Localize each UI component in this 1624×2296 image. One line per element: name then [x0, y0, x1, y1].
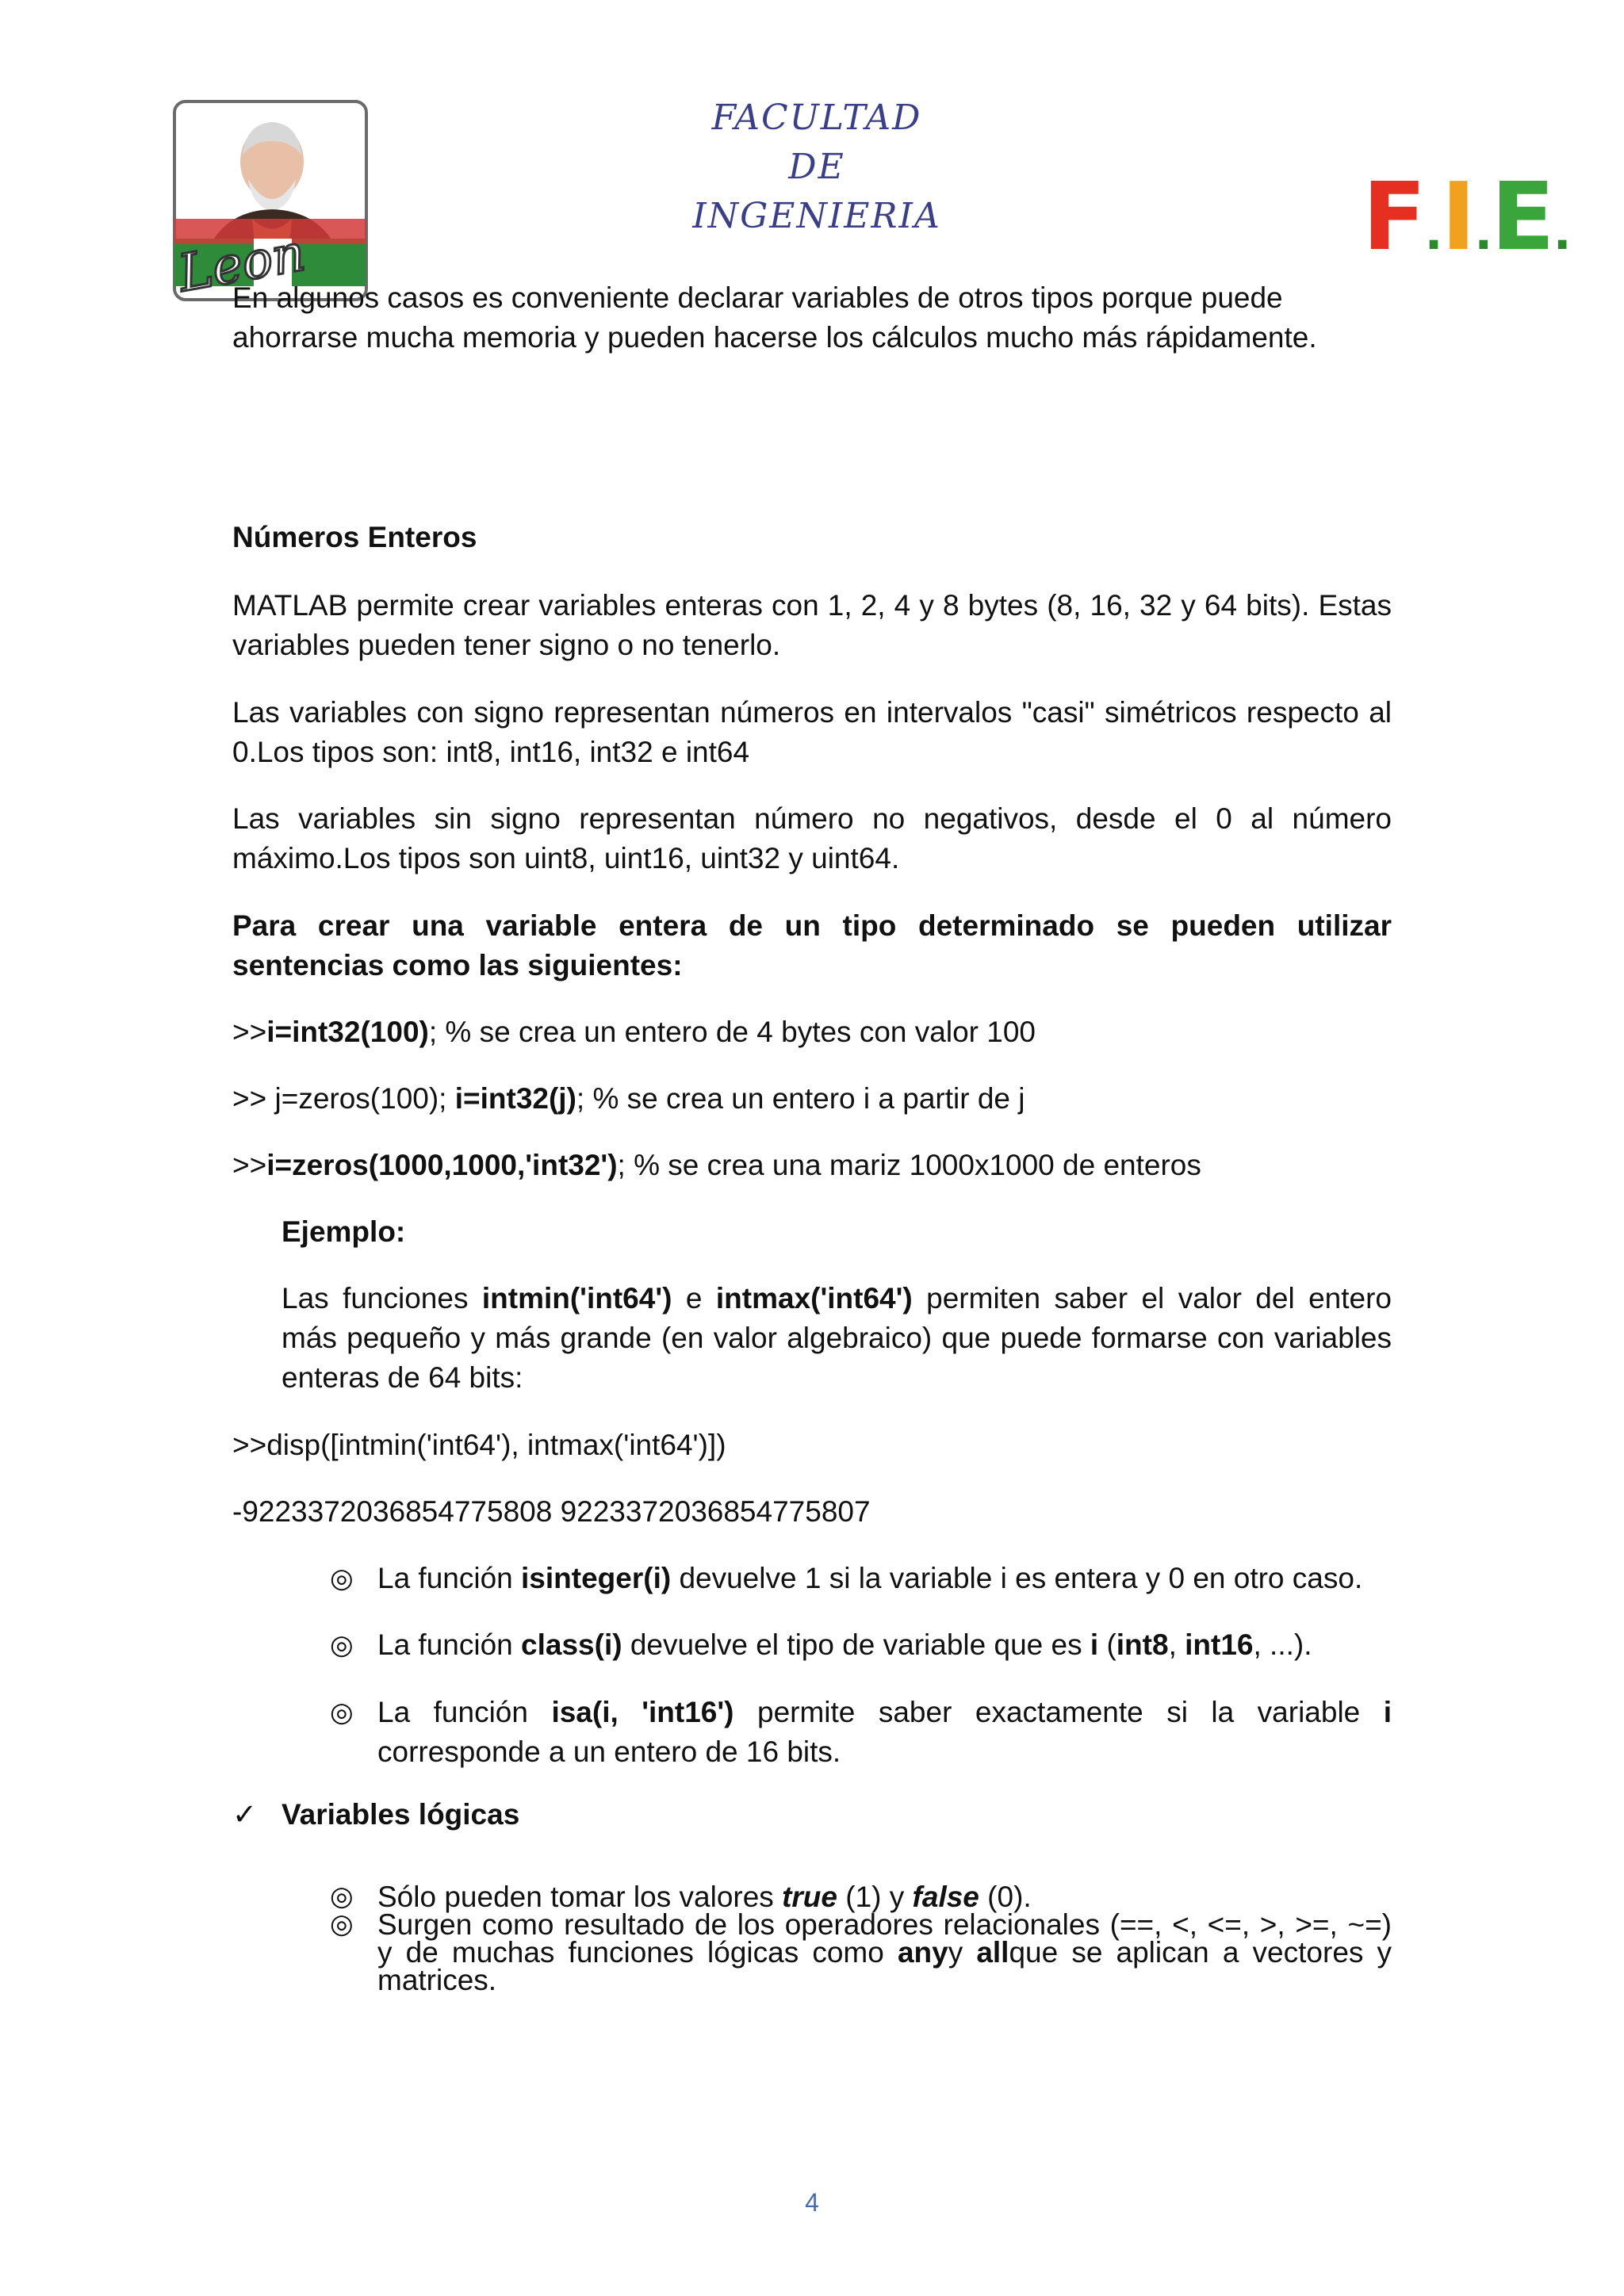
- logical-bullet-1: [377, 1883, 1392, 1911]
- check-icon: ✓: [232, 1798, 258, 1831]
- example-paragraph: [282, 1279, 1392, 1398]
- paragraph-1: MATLAB permite crear variables enteras con 1, 2, 4 y 8 bytes (8, 16, 32 y 64 bits). Estas variables pueden tener signo o no tenerlo.: [232, 589, 1392, 661]
- bullet-3-a: La función: [377, 1696, 552, 1728]
- logical-b2-b: y: [948, 1936, 977, 1969]
- bullet-text-2: [377, 1625, 1392, 1665]
- bullet-2-i: , ...).: [1253, 1628, 1312, 1661]
- list-item: [330, 1908, 1392, 1998]
- code-line-3-prefix: >>: [232, 1149, 267, 1181]
- logical-title: Variables lógicas: [282, 1798, 520, 1831]
- example-text-3: permiten saber el valor del entero más pequeño y más grande (en valor algebraico) que puede formarse con variables enteras de 64 bits:: [282, 1282, 1392, 1394]
- header-title-line-1: FACULTAD: [711, 98, 922, 138]
- code-line-1-prefix: >>: [232, 1016, 267, 1048]
- paragraph-3: Las variables sin signo representan número no negativos, desde el 0 al número máximo.Los tipos son uint8, uint16, uint32 y uint64.: [232, 802, 1392, 874]
- bullet-icon: ◎: [330, 1881, 354, 1911]
- logical-b1-b: (1) y: [837, 1881, 913, 1913]
- example-text-1: Las funciones: [282, 1282, 482, 1314]
- paragraph-4: Para crear una variable entera de un tipo determinado se pueden utilizar sentencias como las siguientes:: [232, 909, 1392, 982]
- code-line-2-statement: i=int32(j): [454, 1082, 576, 1115]
- bullet-3-e: corresponde a un entero de 16 bits.: [377, 1735, 841, 1768]
- bullet-2-d: i: [1090, 1628, 1099, 1661]
- bullet-1-c: devuelve 1 si la variable i es entera y 0 en otro caso.: [671, 1562, 1363, 1594]
- list-item: [330, 1559, 1392, 1598]
- paragraph-2: Las variables con signo representan números en intervalos "casi" simétricos respecto al 0.Los tipos son: int8, int16, int32 e int64: [232, 696, 1392, 768]
- logo-script-text: Leon: [174, 224, 310, 304]
- header-title: [634, 94, 999, 241]
- bullet-1-b: isinteger(i): [521, 1562, 672, 1594]
- section-title: Números Enteros: [232, 521, 477, 553]
- bullet-2-b: class(i): [521, 1628, 622, 1661]
- example-intmax: intmax('int64'): [715, 1282, 913, 1314]
- bullet-2-a: La función: [377, 1628, 522, 1661]
- logical-b2-a: Surgen como resultado de los operadores relacionales (==, <, <=, >, >=, ~=) y de muchas funciones lógicas como: [377, 1908, 1392, 1969]
- page-number: 4: [805, 2188, 819, 2217]
- example-text-2: e: [672, 1282, 716, 1314]
- bullet-1-a: La función: [377, 1562, 522, 1594]
- code-line-1-comment: ; % se crea un entero de 4 bytes con valor 100: [428, 1016, 1036, 1048]
- code-line-3-statement: i=zeros(1000,1000,'int32'): [266, 1149, 618, 1181]
- code-line-1-statement: i=int32(100): [266, 1016, 429, 1048]
- bullet-2-f: int8: [1116, 1628, 1169, 1661]
- logical-b1-c: (0).: [979, 1881, 1032, 1913]
- bullet-2-c: devuelve el tipo de variable que es: [622, 1628, 1090, 1661]
- logical-false: false: [912, 1881, 979, 1913]
- logical-bullet-2: [377, 1908, 1392, 1996]
- logical-b2-c: que se aplican a vectores y matrices.: [377, 1936, 1392, 1996]
- header-title-line-2: DE: [788, 147, 845, 187]
- list-item: [330, 1625, 1392, 1665]
- bullet-2-e: (: [1098, 1628, 1116, 1661]
- bullet-icon: ◎: [330, 1697, 354, 1728]
- bullet-3-d: i: [1383, 1696, 1392, 1728]
- list-item: [330, 1693, 1392, 1772]
- bullet-3-c: permite saber exactamente si la variable: [733, 1696, 1384, 1728]
- bullet-2-h: int16: [1185, 1628, 1254, 1661]
- code-line-3-comment: ; % se crea una mariz 1000x1000 de enteros: [617, 1149, 1201, 1181]
- intro-line-2: ahorrarse mucha memoria y pueden hacerse los cálculos mucho más rápidamente.: [232, 321, 1317, 354]
- disp-output: -9223372036854775808 9223372036854775807: [232, 1495, 871, 1528]
- bullet-icon: ◎: [330, 1563, 354, 1594]
- bullet-text-3: [377, 1693, 1392, 1772]
- bullet-icon: ◎: [330, 1630, 354, 1660]
- logical-b1-a: Sólo pueden tomar los valores: [377, 1881, 783, 1913]
- fie-logo-e: E: [1491, 162, 1553, 271]
- fie-logo: F.I.E.: [1362, 162, 1570, 271]
- fie-logo-i: I: [1441, 162, 1475, 271]
- bullet-text-1: [377, 1559, 1392, 1598]
- code-line-2-prefix: >> j=zeros(100);: [232, 1082, 455, 1115]
- logical-true: true: [782, 1881, 837, 1913]
- disp-command: >>disp([intmin('int64'), intmax('int64')]): [232, 1429, 726, 1461]
- code-line-2-comment: ; % se crea un entero i a partir de j: [576, 1082, 1025, 1115]
- example-title: Ejemplo:: [282, 1215, 406, 1248]
- bullet-icon: ◎: [330, 1909, 354, 1939]
- code-line-2: [232, 1079, 1025, 1119]
- bullet-2-g: ,: [1168, 1628, 1185, 1661]
- code-line-3: [232, 1146, 1201, 1185]
- logical-any: any: [897, 1936, 948, 1969]
- code-line-1: [232, 1012, 1036, 1052]
- intro-line-1: En algunos casos es conveniente declarar variables de otros tipos porque puede: [232, 281, 1283, 314]
- header-title-line-3: INGENIERIA: [692, 196, 941, 236]
- bullet-3-b: isa(i, 'int16'): [551, 1696, 734, 1728]
- example-intmin: intmin('int64'): [481, 1282, 672, 1314]
- list-item: [330, 1883, 1392, 1911]
- fie-logo-f: F: [1362, 162, 1425, 271]
- faculty-portrait-logo: [173, 100, 376, 304]
- logical-all: all: [976, 1936, 1009, 1969]
